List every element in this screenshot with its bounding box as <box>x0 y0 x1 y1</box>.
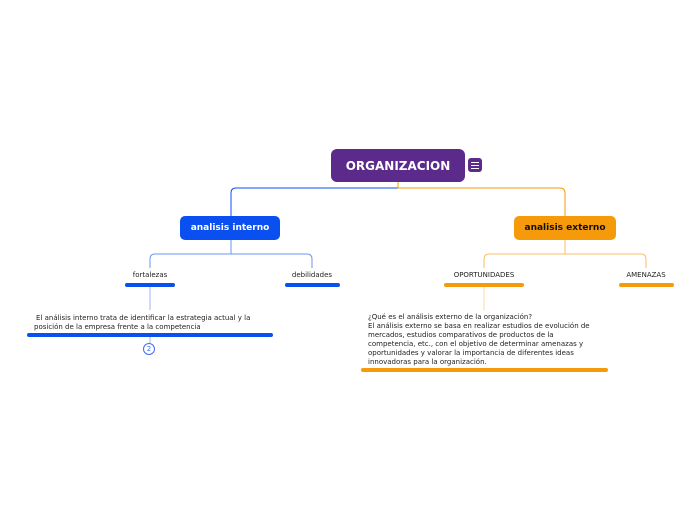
connector-externo-oportunidades <box>484 240 565 268</box>
oportunidades-label: OPORTUNIDADES <box>453 271 515 279</box>
analisis-externo-node[interactable] <box>514 216 616 240</box>
debilidades-underline <box>285 283 340 287</box>
analisis-interno-node[interactable] <box>180 216 280 240</box>
note-line: El análisis interno trata de identificar la estrategia actual y la <box>36 314 251 322</box>
note-line: ¿Qué es el análisis externo de la organización? <box>368 313 533 321</box>
collapsed-children-badge[interactable] <box>143 343 155 355</box>
analisis-interno-note-underline <box>27 333 273 337</box>
analisis-externo-label: analisis externo <box>524 223 606 233</box>
debilidades-node[interactable] <box>280 271 344 279</box>
note-line: El análisis externo se basa en realizar estudios de evolución de <box>368 322 590 330</box>
debilidades-label: debilidades <box>291 271 333 279</box>
root-node[interactable] <box>331 149 465 182</box>
note-line: innovadoras para la organización. <box>368 358 487 366</box>
connector-interno-debilidades <box>231 254 312 268</box>
connector-root-interno <box>231 182 398 216</box>
amenazas-underline <box>619 283 674 287</box>
note-line: competencia, etc., con el objetivo de determinar amenazas y <box>368 340 584 348</box>
analisis-externo-note-underline <box>361 368 608 372</box>
oportunidades-underline <box>444 283 524 287</box>
connector-root-externo <box>398 182 565 216</box>
note-line: oportunidades y valorar la importancia de diferentes ideas <box>368 349 574 357</box>
oportunidades-node[interactable] <box>444 271 524 279</box>
amenazas-node[interactable] <box>618 271 674 279</box>
fortalezas-label: fortalezas <box>132 271 168 279</box>
analisis-interno-note[interactable] <box>34 314 272 332</box>
connector-externo-amenazas <box>565 254 646 268</box>
hamburger-menu-icon[interactable] <box>468 158 482 172</box>
collapsed-count: 2 <box>146 345 152 353</box>
analisis-externo-note[interactable] <box>368 313 608 367</box>
note-line: posición de la empresa frente a la competencia <box>34 323 201 331</box>
amenazas-label: AMENAZAS <box>626 271 666 279</box>
fortalezas-node[interactable] <box>118 271 182 279</box>
fortalezas-underline <box>125 283 175 287</box>
connector-interno-fortalezas <box>150 240 231 268</box>
note-line: mercados, estudios comparativos de productos de la <box>368 331 554 339</box>
root-label: ORGANIZACION <box>345 158 451 173</box>
analisis-interno-label: analisis interno <box>190 223 270 233</box>
